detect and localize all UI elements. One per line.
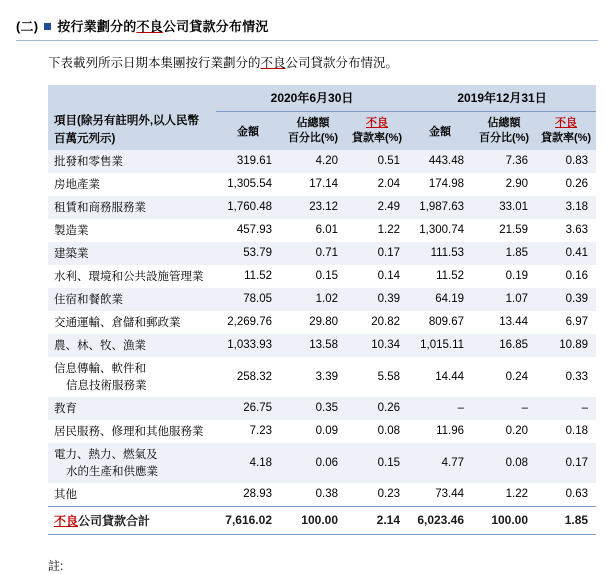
cell-npl-2019: 0.41 — [536, 242, 596, 265]
total-label — [48, 506, 216, 534]
cell-amount-2019: 14.44 — [435, 370, 465, 383]
cell-share-2020: 13.58 — [280, 334, 346, 357]
total-npl-2020: 2.14 — [346, 506, 408, 534]
cell-amount-2019: 73.44 — [435, 488, 465, 501]
cell-amount-2020: 78.05 — [216, 288, 280, 311]
cell-share-2020: 17.14 — [309, 178, 338, 191]
row-label: 租賃和商務服務業 — [48, 196, 216, 219]
cell-amount-2020: 4.18 — [216, 443, 280, 483]
cell-amount-2020: 26.75 — [216, 397, 280, 420]
section-heading — [16, 16, 598, 35]
cell-npl-2020: 0.39 — [346, 288, 408, 311]
total-amount-2020: 7,616.02 — [216, 506, 280, 534]
cell-npl-2020: 0.08 — [377, 425, 401, 438]
header-npl-2019-line2: 貸款率(%) — [540, 131, 592, 144]
cell-amount-2020: 457.93 — [236, 224, 272, 237]
row-label: 教育 — [48, 397, 216, 420]
table-row — [48, 242, 596, 265]
total-label-rest: 公司貸款合計 — [78, 513, 151, 528]
header-share-2020-line2: 百分比(%) — [287, 131, 339, 144]
total-npl-2019: 1.85 — [536, 506, 596, 534]
cell-npl-2019: 0.17 — [536, 443, 596, 483]
table-total-row — [48, 506, 596, 534]
cell-share-2020: 0.38 — [315, 488, 338, 501]
cell-amount-2020: 258.32 — [236, 370, 272, 383]
row-label: 農、林、牧、漁業 — [48, 334, 216, 357]
cell-share-2020: 4.20 — [280, 150, 346, 173]
cell-share-2019: 7.36 — [472, 150, 536, 173]
cell-share-2019: 2.90 — [505, 178, 529, 191]
header-row-label-line2: 百萬元列示) — [54, 132, 116, 145]
section-title-before: 按行業劃分的 — [57, 19, 137, 34]
header-share-2019-line2: 百分比(%) — [478, 131, 530, 144]
cell-npl-2019: 0.83 — [536, 150, 596, 173]
intro-underlined: 不良 — [260, 56, 286, 70]
cell-npl-2020: 10.34 — [346, 334, 408, 357]
cell-share-2019: 0.20 — [505, 425, 529, 438]
table-row — [48, 288, 596, 311]
cell-npl-2019: 3.63 — [565, 224, 589, 237]
table-row — [48, 334, 596, 357]
table-row — [48, 420, 596, 443]
cell-npl-2020: 5.58 — [377, 370, 401, 383]
cell-amount-2019: 11.96 — [436, 425, 465, 438]
cell-share-2020: 23.12 — [280, 196, 346, 219]
cell-npl-2020: 0.17 — [346, 242, 408, 265]
cell-npl-2020: 0.26 — [346, 397, 408, 420]
header-npl-2019-line1: 不良 — [555, 116, 578, 129]
row-label — [48, 357, 216, 397]
row-label: 交通運輸、倉儲和郵政業 — [54, 317, 181, 330]
cell-amount-2019: 443.48 — [408, 150, 472, 173]
header-share-2020 — [280, 111, 346, 150]
section-title-after: 公司貸款分布情況 — [162, 19, 269, 34]
table-row — [48, 219, 596, 242]
cell-amount-2019: 809.67 — [428, 316, 465, 329]
cell-npl-2020: 1.22 — [377, 224, 401, 237]
cell-amount-2019: 4.77 — [408, 443, 472, 483]
cell-npl-2019: 0.26 — [565, 178, 589, 191]
cell-amount-2020: 319.61 — [216, 150, 280, 173]
section-number: (二) — [16, 19, 39, 34]
cell-share-2019: 16.85 — [472, 334, 536, 357]
header-share-2020-line1: 佔總額 — [296, 116, 330, 129]
header-amount-2020: 金額 — [237, 125, 259, 138]
cell-amount-2019: 111.53 — [408, 242, 472, 265]
total-share-2020: 100.00 — [280, 506, 346, 534]
cell-share-2020: 0.35 — [280, 397, 346, 420]
cell-npl-2020: 20.82 — [371, 316, 401, 329]
cell-share-2020: 1.02 — [280, 288, 346, 311]
row-label-line2: 水的生產和供應業 — [66, 465, 158, 478]
table-row — [48, 483, 596, 507]
intro-after: 公司貸款分布情況。 — [285, 56, 399, 70]
cell-amount-2020: 1,760.48 — [216, 196, 280, 219]
row-label: 批發和零售業 — [48, 150, 216, 173]
table-row — [48, 196, 596, 219]
row-label-line1: 信息傳輸、軟件和 — [54, 363, 146, 376]
row-label: 建築業 — [48, 242, 216, 265]
cell-share-2019: 21.59 — [499, 224, 529, 237]
cell-npl-2019: 0.33 — [565, 370, 589, 383]
heading-divider — [16, 40, 598, 41]
cell-amount-2019: 64.19 — [408, 288, 472, 311]
cell-npl-2019: 10.89 — [536, 334, 596, 357]
header-row-label-line1: 項目(除另有註明外,以人民幣 — [54, 115, 200, 128]
cell-share-2020: 0.15 — [315, 270, 338, 283]
cell-share-2020: 3.39 — [315, 370, 338, 383]
cell-npl-2019: – — [536, 397, 596, 420]
total-amount-2019: 6,023.46 — [408, 506, 472, 534]
total-label-underlined: 不良 — [54, 513, 79, 528]
cell-npl-2019: 3.18 — [536, 196, 596, 219]
table-row — [48, 443, 596, 483]
cell-share-2019: – — [472, 397, 536, 420]
header-share-2019-line1: 佔總額 — [487, 116, 521, 129]
cell-share-2019: 1.85 — [472, 242, 536, 265]
cell-amount-2019: – — [408, 397, 472, 420]
row-label: 水利、環境和公共設施管理業 — [54, 271, 204, 284]
cell-share-2019: 1.22 — [505, 488, 529, 501]
cell-amount-2019: 11.52 — [436, 270, 465, 283]
table-row — [48, 311, 596, 334]
table-row — [48, 150, 596, 173]
cell-share-2020: 29.80 — [309, 316, 338, 329]
cell-share-2020: 0.09 — [315, 425, 338, 438]
cell-share-2020: 0.06 — [280, 443, 346, 483]
row-label-line2: 信息技術服務業 — [66, 379, 147, 392]
cell-amount-2020: 28.93 — [243, 488, 272, 501]
cell-share-2019: 0.08 — [472, 443, 536, 483]
table-row — [48, 173, 596, 196]
table-row — [48, 265, 596, 288]
footnote-label: 註: — [48, 558, 64, 573]
cell-amount-2020: 7.23 — [249, 425, 272, 438]
cell-amount-2020: 2,269.76 — [227, 316, 272, 329]
cell-share-2020: 6.01 — [315, 224, 338, 237]
section-title — [57, 16, 268, 35]
cell-amount-2019: 1,300.74 — [419, 224, 465, 237]
cell-amount-2020: 11.52 — [244, 270, 272, 283]
row-label: 房地產業 — [54, 179, 100, 192]
table-row — [48, 397, 596, 420]
cell-npl-2019: 0.16 — [565, 270, 589, 283]
header-npl-2020 — [346, 111, 408, 150]
row-label: 製造業 — [54, 225, 89, 238]
cell-npl-2020: 2.04 — [377, 178, 401, 191]
header-empty-cell — [48, 85, 216, 112]
cell-share-2019: 1.07 — [472, 288, 536, 311]
intro-paragraph — [48, 54, 598, 73]
header-npl-2020-line2: 貸款率(%) — [351, 131, 403, 144]
row-label: 住宿和餐飲業 — [48, 288, 216, 311]
row-label — [48, 443, 216, 483]
table-header-columns — [48, 111, 596, 150]
cell-share-2019: 33.01 — [472, 196, 536, 219]
cell-npl-2020: 0.23 — [377, 488, 401, 501]
cell-npl-2019: 0.39 — [536, 288, 596, 311]
header-row-label — [48, 111, 216, 150]
cell-npl-2019: 0.63 — [565, 488, 589, 501]
cell-npl-2019: 6.97 — [565, 316, 589, 329]
header-amount-2019: 金額 — [429, 125, 452, 138]
cell-amount-2019: 1,015.11 — [408, 334, 472, 357]
header-period-2020: 2020年6月30日 — [216, 85, 408, 112]
cell-amount-2020: 53.79 — [216, 242, 280, 265]
table-header-periods — [48, 85, 596, 112]
cell-share-2019: 13.44 — [499, 316, 529, 329]
intro-before: 下表載列所示日期本集團按行業劃分的 — [48, 56, 261, 70]
header-npl-2020-line1: 不良 — [366, 116, 389, 129]
cell-npl-2020: 0.51 — [346, 150, 408, 173]
cell-amount-2019: 1,987.63 — [408, 196, 472, 219]
bullet-square-icon — [44, 23, 51, 30]
section-title-underlined: 不良 — [136, 19, 163, 34]
header-npl-2019 — [536, 111, 596, 150]
header-share-2019 — [472, 111, 536, 150]
cell-amount-2020: 1,305.54 — [227, 178, 272, 191]
cell-amount-2019: 174.98 — [428, 178, 465, 191]
row-label: 居民服務、修理和其他服務業 — [54, 426, 204, 439]
cell-npl-2019: 0.18 — [565, 425, 589, 438]
npl-by-industry-table — [48, 85, 596, 535]
table-row — [48, 357, 596, 397]
total-share-2019: 100.00 — [472, 506, 536, 534]
cell-npl-2020: 0.15 — [346, 443, 408, 483]
cell-share-2020: 0.71 — [280, 242, 346, 265]
cell-share-2019: 0.24 — [505, 370, 529, 383]
row-label-line1: 電力、熱力、燃氣及 — [54, 449, 158, 462]
cell-npl-2020: 0.14 — [377, 270, 401, 283]
cell-share-2019: 0.19 — [505, 270, 529, 283]
cell-npl-2020: 2.49 — [346, 196, 408, 219]
row-label: 其他 — [54, 489, 77, 502]
header-period-2019: 2019年12月31日 — [408, 85, 596, 112]
cell-amount-2020: 1,033.93 — [216, 334, 280, 357]
